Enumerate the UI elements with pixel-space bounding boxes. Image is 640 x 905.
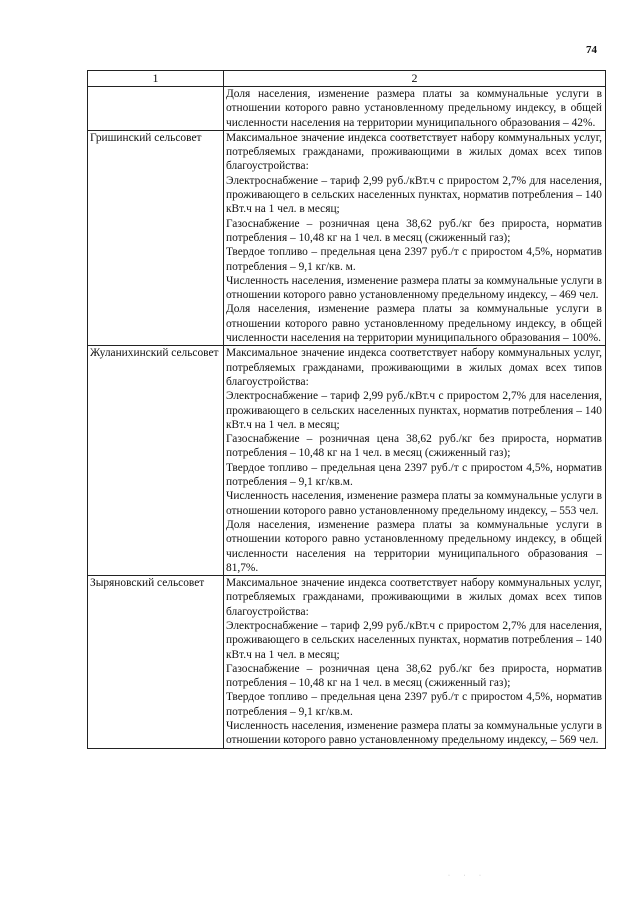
description-paragraph: Максимальное значение индекса соответствует набору коммунальных услуг, потребляемых гражданами, проживающими в жилых домах всех типов благоустройства:	[226, 131, 602, 173]
index-description	[224, 346, 606, 576]
index-description	[224, 87, 606, 131]
table-row	[88, 576, 606, 749]
description-paragraph: Твердое топливо – предельная цена 2397 руб./т с приростом 4,5%, норматив потребления – 9,1 кг/кв. м.	[226, 246, 602, 273]
description-paragraph: Газоснабжение – розничная цена 38,62 руб./кг без прироста, норматив потребления – 10,48 кг на 1 чел. в месяц (сжиженный газ);	[226, 433, 602, 460]
table-row	[88, 130, 606, 345]
description-paragraph: Электроснабжение – тариф 2,99 руб./кВт.ч с приростом 2,7% для населения, проживающего в сельских населенных пунктах, норматив потребления – 140 кВт.ч на 1 чел. в месяц;	[226, 174, 602, 216]
page-number: 74	[586, 44, 597, 56]
description-paragraph: Твердое топливо – предельная цена 2397 руб./т с приростом 4,5%, норматив потребления – 9,1 кг/кв.м.	[226, 691, 602, 718]
description-paragraph: Газоснабжение – розничная цена 38,62 руб./кг без прироста, норматив потребления – 10,48 кг на 1 чел. в месяц (сжиженный газ);	[226, 217, 602, 244]
municipality-name: Гришинский сельсовет	[88, 130, 224, 345]
description-paragraph: Доля населения, изменение размера платы за коммунальные услуги в отношении которого равно установленному предельному индексу, в общей численности населения на территории муниципального образования – 81,7%.	[226, 518, 602, 574]
description-paragraph: Доля населения, изменение размера платы за коммунальные услуги в отношении которого равно установленному предельному индексу, в общей численности населения на территории муниципального образования – 42%.	[226, 88, 602, 129]
municipality-name: Зыряновский сельсовет	[88, 576, 224, 749]
description-paragraph: Электроснабжение – тариф 2,99 руб./кВт.ч с приростом 2,7% для населения, проживающего в сельских населенных пунктах, норматив потребления – 140 кВт.ч на 1 чел. в месяц;	[226, 619, 602, 661]
indices-table	[87, 70, 606, 749]
index-description	[224, 130, 606, 345]
column-header-1: 1	[88, 71, 224, 87]
table-row	[88, 346, 606, 576]
municipality-name	[88, 87, 224, 131]
scan-noise: · · ·	[448, 873, 487, 879]
index-description	[224, 576, 606, 749]
description-paragraph: Максимальное значение индекса соответствует набору коммунальных услуг, потребляемых гражданами, проживающими в жилых домах всех типов благоустройства:	[226, 347, 602, 388]
description-paragraph: Доля населения, изменение размера платы за коммунальные услуги в отношении которого равно установленному предельному индексу, в общей численности населения на территории муниципального образования – 100%.	[226, 303, 602, 345]
description-paragraph: Численность населения, изменение размера платы за коммунальные услуги в отношении которого равно установленному предельному индексу, – 553 чел.	[226, 490, 602, 517]
table-header-row	[88, 71, 606, 87]
description-paragraph: Электроснабжение – тариф 2,99 руб./кВт.ч с приростом 2,7% для населения, проживающего в сельских населенных пунктах, норматив потребления – 140 кВт.ч на 1 чел. в месяц;	[226, 390, 602, 431]
table-body	[88, 87, 606, 749]
description-paragraph: Твердое топливо – предельная цена 2397 руб./т с приростом 4,5%, норматив потребления – 9,1 кг/кв.м.	[226, 461, 602, 489]
description-paragraph: Газоснабжение – розничная цена 38,62 руб./кг без прироста, норматив потребления – 10,48 кг на 1 чел. в месяц (сжиженный газ);	[226, 662, 602, 690]
municipality-name: Жуланихинский сельсовет	[88, 346, 224, 576]
description-paragraph: Численность населения, изменение размера платы за коммунальные услуги в отношении которого равно установленному предельному индексу, – 469 чел.	[226, 274, 602, 302]
description-paragraph: Максимальное значение индекса соответствует набору коммунальных услуг, потребляемых гражданами, проживающими в жилых домах всех типов благоустройства:	[226, 577, 602, 618]
column-header-2: 2	[224, 71, 606, 87]
table-row	[88, 87, 606, 131]
description-paragraph: Численность населения, изменение размера платы за коммунальные услуги в отношении которого равно установленному предельному индексу, – 569 чел.	[226, 720, 602, 747]
